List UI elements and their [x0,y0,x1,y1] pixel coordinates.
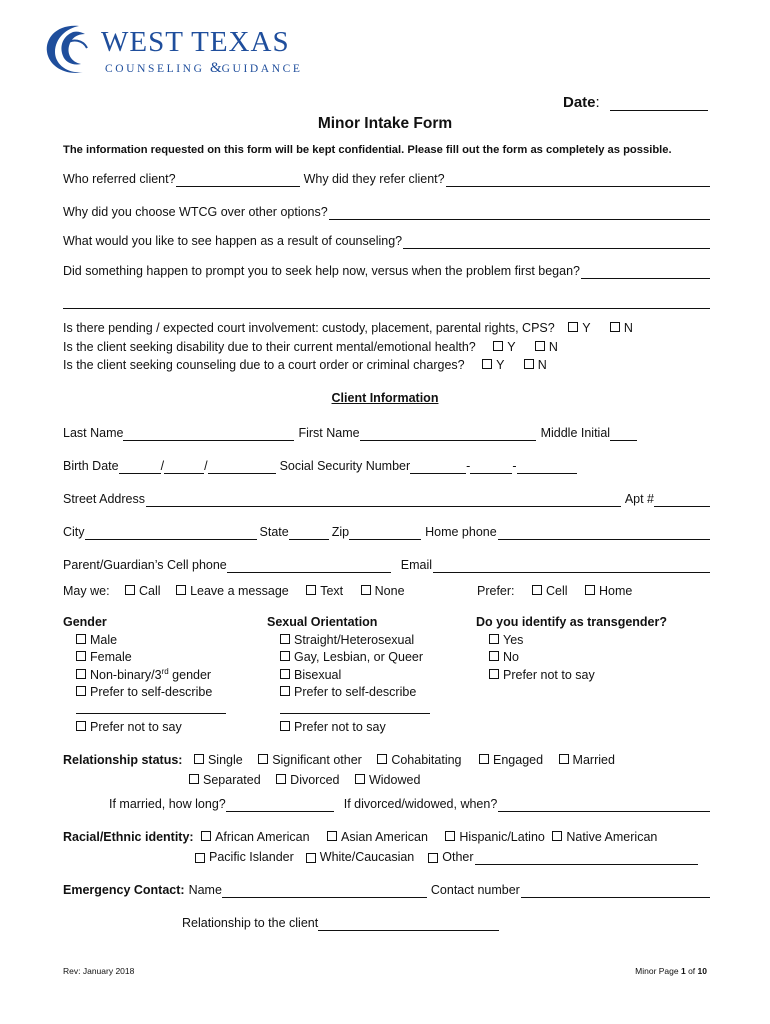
birth-year-field[interactable] [208,461,276,474]
emergency-row: Emergency Contact: Name Contact number [63,883,710,898]
trans-not-say-checkbox[interactable] [489,669,499,679]
gender-nonbinary-checkbox[interactable] [76,669,86,679]
orientation-gay-checkbox[interactable] [280,651,290,661]
state-field[interactable] [289,527,329,540]
city-row: City State Zip Home phone [63,525,710,540]
trans-yes-checkbox[interactable] [489,634,499,644]
married-how-long-field[interactable] [226,799,334,812]
apt-field[interactable] [654,494,710,507]
court-no-checkbox[interactable] [610,322,620,332]
orientation-self-describe-checkbox[interactable] [280,686,290,696]
rel-engaged-checkbox[interactable] [479,754,489,764]
disability-row: Is the client seeking disability due to their current mental/emotional health? Y N [63,340,558,354]
prefer-home-checkbox[interactable] [585,585,595,595]
revision-date: Rev: January 2018 [63,966,135,976]
form-title: Minor Intake Form [317,115,453,132]
court-involvement-row: Is there pending / expected court involvement: custody, placement, parental rights, CPS? Y N [63,321,633,335]
court-order-no-checkbox[interactable] [524,359,534,369]
ethnic-other-checkbox[interactable] [428,853,438,863]
ethnic-hispanic-checkbox[interactable] [445,831,455,841]
relationship-row-2: Separated Divorced Widowed [189,773,710,788]
date-label: Date [563,94,596,111]
rel-significant-checkbox[interactable] [258,754,268,764]
cell-email-row: Parent/Guardian’s Cell phone Email [63,558,710,573]
prefer-group: Prefer: Cell Home [477,584,633,598]
email-field[interactable] [433,560,710,573]
ssn-part3-field[interactable] [517,461,577,474]
street-address-field[interactable] [146,494,621,507]
orientation-section: Sexual Orientation Straight/Heterosexual Gay, Lesbian, or Queer Bisexual Prefer to self-describe Prefer not to say [267,614,430,736]
orientation-self-describe-field[interactable] [280,704,430,714]
ssn-part2-field[interactable] [470,461,512,474]
prompt-continuation-line[interactable] [63,296,710,309]
client-info-heading: Client Information [331,391,439,405]
rel-widowed-checkbox[interactable] [355,774,365,784]
city-field[interactable] [85,527,257,540]
ethnic-pacific-checkbox[interactable] [195,853,205,863]
why-wtcg-row: Why did you choose WTCG over other options? [63,205,710,220]
why-refer-field[interactable] [446,174,710,187]
prompt-field[interactable] [581,266,710,279]
ethnic-other-field[interactable] [475,852,698,865]
last-name-field[interactable] [123,428,294,441]
ethnic-white-checkbox[interactable] [306,853,316,863]
contact-preference-row: May we: Call Leave a message Text None Prefer: Cell Home [63,584,633,598]
ethnic-asian-checkbox[interactable] [327,831,337,841]
west-texas-logo [43,22,323,78]
confidential-notice: The information requested on this form will be kept confidential. Please fill out the form as completely as possible. [63,144,672,156]
rel-cohabitating-checkbox[interactable] [377,754,387,764]
zip-field[interactable] [349,527,421,540]
birth-ssn-row: Birth Date / / Social Security Number - - [63,459,710,474]
logo-subtitle: COUNSELING &GUIDANCE [105,60,303,76]
gender-self-describe-field[interactable] [76,704,226,714]
prefer-cell-checkbox[interactable] [532,585,542,595]
ssn-part1-field[interactable] [410,461,466,474]
trans-no-checkbox[interactable] [489,651,499,661]
page-number: Minor Page 1 of 10 [635,966,707,976]
home-phone-field[interactable] [498,527,710,540]
court-yes-checkbox[interactable] [568,322,578,332]
ethnic-native-checkbox[interactable] [552,831,562,841]
transgender-section: Do you identify as transgender? Yes No Prefer not to say [476,615,668,682]
emergency-name-field[interactable] [222,885,427,898]
court-order-yes-checkbox[interactable] [482,359,492,369]
ethnic-row-2: Pacific Islander White/Caucasian Other [195,850,698,865]
orientation-bisexual-checkbox[interactable] [280,669,290,679]
disability-no-checkbox[interactable] [535,341,545,351]
emergency-number-field[interactable] [521,885,710,898]
rel-separated-checkbox[interactable] [189,774,199,784]
gender-male-checkbox[interactable] [76,634,86,644]
referred-by-field[interactable] [176,174,300,187]
hope-row: What would you like to see happen as a result of counseling? [63,234,710,249]
divorced-when-field[interactable] [498,799,710,812]
cell-phone-field[interactable] [227,560,391,573]
orientation-not-say-checkbox[interactable] [280,721,290,731]
orientation-straight-checkbox[interactable] [280,634,290,644]
gender-section: Gender Male Female Non-binary/3rd gender Prefer to self-describe Prefer not to say [63,614,226,736]
first-name-field[interactable] [360,428,536,441]
gender-not-say-checkbox[interactable] [76,721,86,731]
rel-married-checkbox[interactable] [559,754,569,764]
disability-yes-checkbox[interactable] [493,341,503,351]
logo-title: WEST TEXAS [101,26,290,58]
gender-female-checkbox[interactable] [76,651,86,661]
gender-self-describe-checkbox[interactable] [76,686,86,696]
birth-day-field[interactable] [164,461,204,474]
relationship-duration-row: If married, how long? If divorced/widowed, when? [109,797,710,812]
date-line[interactable] [610,98,708,111]
why-wtcg-field[interactable] [329,207,710,220]
hope-field[interactable] [403,236,710,249]
street-row: Street Address Apt # [63,492,710,507]
middle-initial-field[interactable] [610,428,637,441]
name-row: Last Name First Name Middle Initial [63,426,710,441]
contact-none-checkbox[interactable] [361,585,371,595]
ethnic-row-1: Racial/Ethnic identity: African American Asian American Hispanic/Latino Native American [63,830,658,844]
birth-month-field[interactable] [119,461,161,474]
referral-row: Who referred client? Why did they refer client? [63,172,710,187]
ethnic-african-checkbox[interactable] [201,831,211,841]
rel-single-checkbox[interactable] [194,754,204,764]
relationship-row-1: Relationship status: Single Significant other Cohabitating Engaged Married [63,753,615,767]
may-call-checkbox[interactable] [125,585,135,595]
leave-message-checkbox[interactable] [176,585,186,595]
rel-divorced-checkbox[interactable] [276,774,286,784]
prompt-row: Did something happen to prompt you to seek help now, versus when the problem first began? [63,264,710,279]
court-order-row: Is the client seeking counseling due to a court order or criminal charges? Y N [63,358,547,372]
date-field[interactable]: Date : [563,94,708,111]
emergency-relationship-field[interactable] [318,918,499,931]
may-text-checkbox[interactable] [306,585,316,595]
emergency-relationship-row: Relationship to the client [182,916,710,931]
